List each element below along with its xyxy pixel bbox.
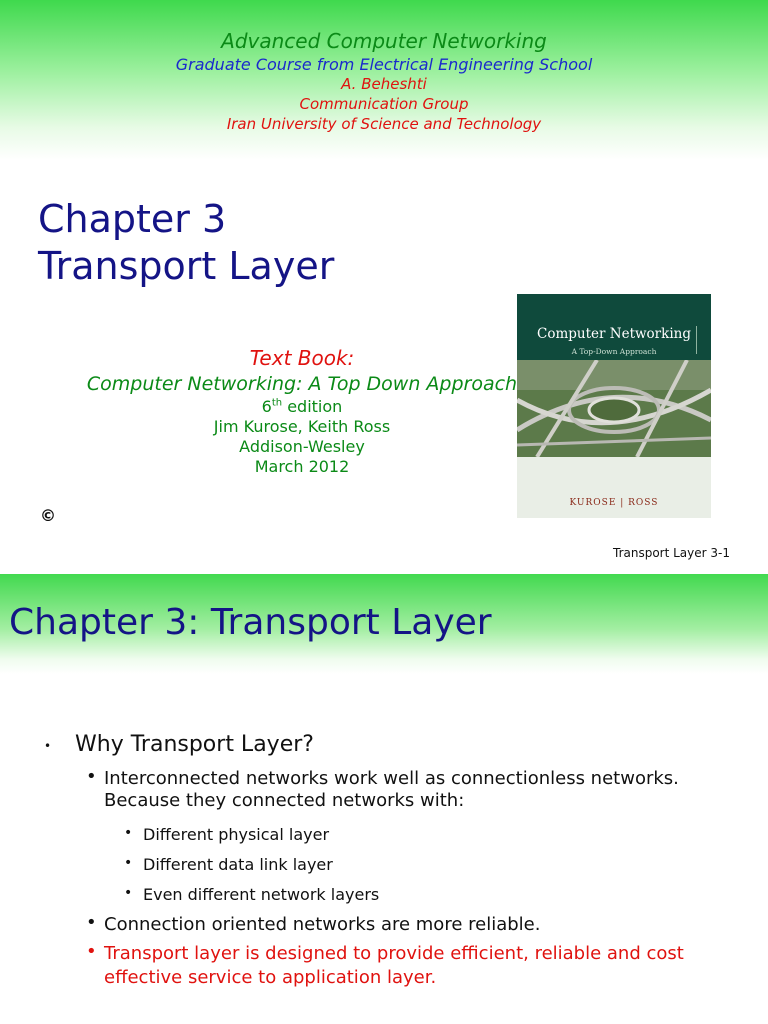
textbook-date: March 2012 xyxy=(254,457,350,476)
group-line: Communication Group xyxy=(299,95,469,113)
bullet-dot: • xyxy=(86,912,97,933)
chapter-title-line1: Chapter 3 xyxy=(38,197,227,241)
copyright-symbol: © xyxy=(40,506,56,525)
bullet-dot: • xyxy=(124,825,133,841)
textbook-label: Text Book: xyxy=(249,346,355,370)
highway-interchange-illustration xyxy=(517,360,711,457)
book-cover-image xyxy=(517,294,711,494)
bullet-dot: • xyxy=(86,941,97,962)
bullet-dot: • xyxy=(86,766,97,787)
instructor-name: A. Beheshti xyxy=(341,75,427,93)
textbook-name: Computer Networking: A Top Down Approach xyxy=(86,373,518,395)
bullet-transport-designed-line1: Transport layer is designed to provide efficient, reliable and cost xyxy=(104,943,684,964)
bullet-dot: • xyxy=(124,855,133,871)
bullet-physical-layer: Different physical layer xyxy=(143,825,330,844)
slide-footer: Transport Layer 3-1 xyxy=(613,546,730,560)
program-line: Graduate Course from Electrical Engineering School xyxy=(175,55,593,74)
textbook-authors: Jim Kurose, Keith Ross xyxy=(213,417,391,436)
bullet-dot: • xyxy=(124,885,133,901)
bullet-why-transport: Why Transport Layer? xyxy=(75,732,314,757)
cover-subtitle: A Top-Down Approach xyxy=(571,347,657,356)
chapter-title-line2: Transport Layer xyxy=(38,244,335,288)
bullet-connection-oriented: Connection oriented networks are more reliable. xyxy=(104,914,541,935)
course-title: Advanced Computer Networking xyxy=(221,29,547,53)
bullet-data-link-layer: Different data link layer xyxy=(143,855,333,874)
textbook-edition: 6th edition xyxy=(261,397,343,416)
cover-title: Computer Networking xyxy=(537,326,691,342)
bullet-interconnected-line2: Because they connected networks with: xyxy=(104,790,465,811)
bullet-interconnected-line1: Interconnected networks work well as connectionless networks. xyxy=(104,768,679,789)
cover-authors: KUROSE | ROSS xyxy=(569,498,659,508)
slide-title: Chapter 3: Transport Layer xyxy=(9,602,492,643)
university-line: Iran University of Science and Technology xyxy=(226,115,542,133)
bullet-transport-designed-line2: effective service to application layer. xyxy=(104,967,437,988)
bullet-dot: • xyxy=(44,739,52,753)
textbook-publisher: Addison-Wesley xyxy=(239,437,365,456)
content-slide xyxy=(0,574,768,1024)
chapter-title xyxy=(38,196,334,290)
bullet-network-layers: Even different network layers xyxy=(143,885,380,904)
